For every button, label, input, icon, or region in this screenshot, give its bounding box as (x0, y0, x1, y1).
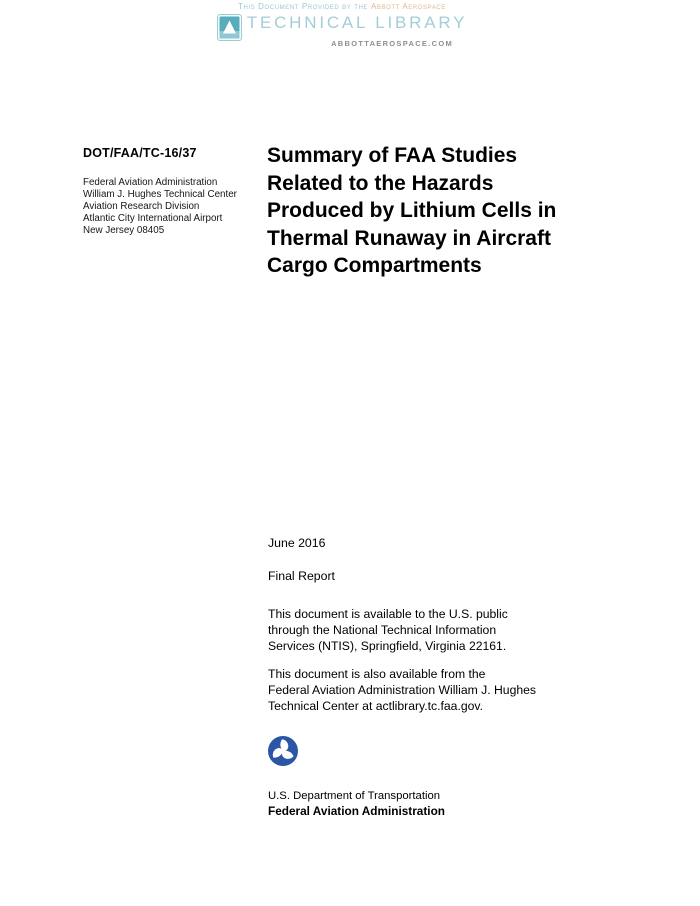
department-name: U.S. Department of Transportation (268, 790, 441, 802)
report-title-line: Cargo Compartments (267, 254, 482, 277)
watermark-tagline-prefix: This Document Provided by the (238, 2, 368, 11)
watermark-library-title: TECHNICAL LIBRARY (246, 13, 468, 32)
report-title-line: Thermal Runaway in Aircraft (267, 226, 551, 250)
availability-faa-line: This document is also available from the (268, 667, 486, 681)
issuing-office-line: Aviation Research Division (83, 201, 200, 212)
watermark-title-row (228, 12, 468, 38)
report-title (267, 142, 556, 280)
us-dot-logo-icon (268, 736, 298, 766)
watermark-url: ABBOTTAEROSPACE.COM (331, 39, 453, 48)
watermark-header (228, 2, 468, 48)
report-title-line: Summary of FAA Studies (267, 144, 518, 167)
issuing-office-line: William J. Hughes Technical Center (83, 189, 237, 200)
availability-ntis-line: through the National Technical Information (268, 623, 497, 637)
availability-ntis-line: This document is available to the U.S. public (268, 607, 508, 621)
agency-name: Federal Aviation Administration (268, 804, 445, 818)
report-title-line: Related to the Hazards (267, 171, 494, 195)
report-date: June 2016 (268, 536, 326, 550)
watermark-brand-name: Abbott Aerospace (371, 2, 446, 11)
issuing-office-block (83, 177, 237, 237)
abbott-library-logo-icon (217, 14, 242, 41)
availability-faa-paragraph (268, 666, 536, 714)
issuing-office-line: Atlantic City International Airport (83, 213, 223, 224)
watermark-tagline (228, 2, 456, 11)
availability-faa-line: Federal Aviation Administration William J. Hughes (268, 683, 537, 697)
availability-ntis-line: Services (NTIS), Springfield, Virginia 22161. (268, 639, 507, 653)
report-type: Final Report (268, 569, 335, 583)
issuing-office-line: Federal Aviation Administration (83, 177, 218, 188)
report-title-line: Produced by Lithium Cells in (267, 199, 557, 222)
issuing-office-line: New Jersey 08405 (83, 225, 165, 236)
report-number: DOT/FAA/TC-16/37 (83, 146, 197, 160)
availability-ntis-paragraph (268, 606, 508, 654)
availability-faa-line: Technical Center at actlibrary.tc.faa.gov. (268, 699, 483, 713)
